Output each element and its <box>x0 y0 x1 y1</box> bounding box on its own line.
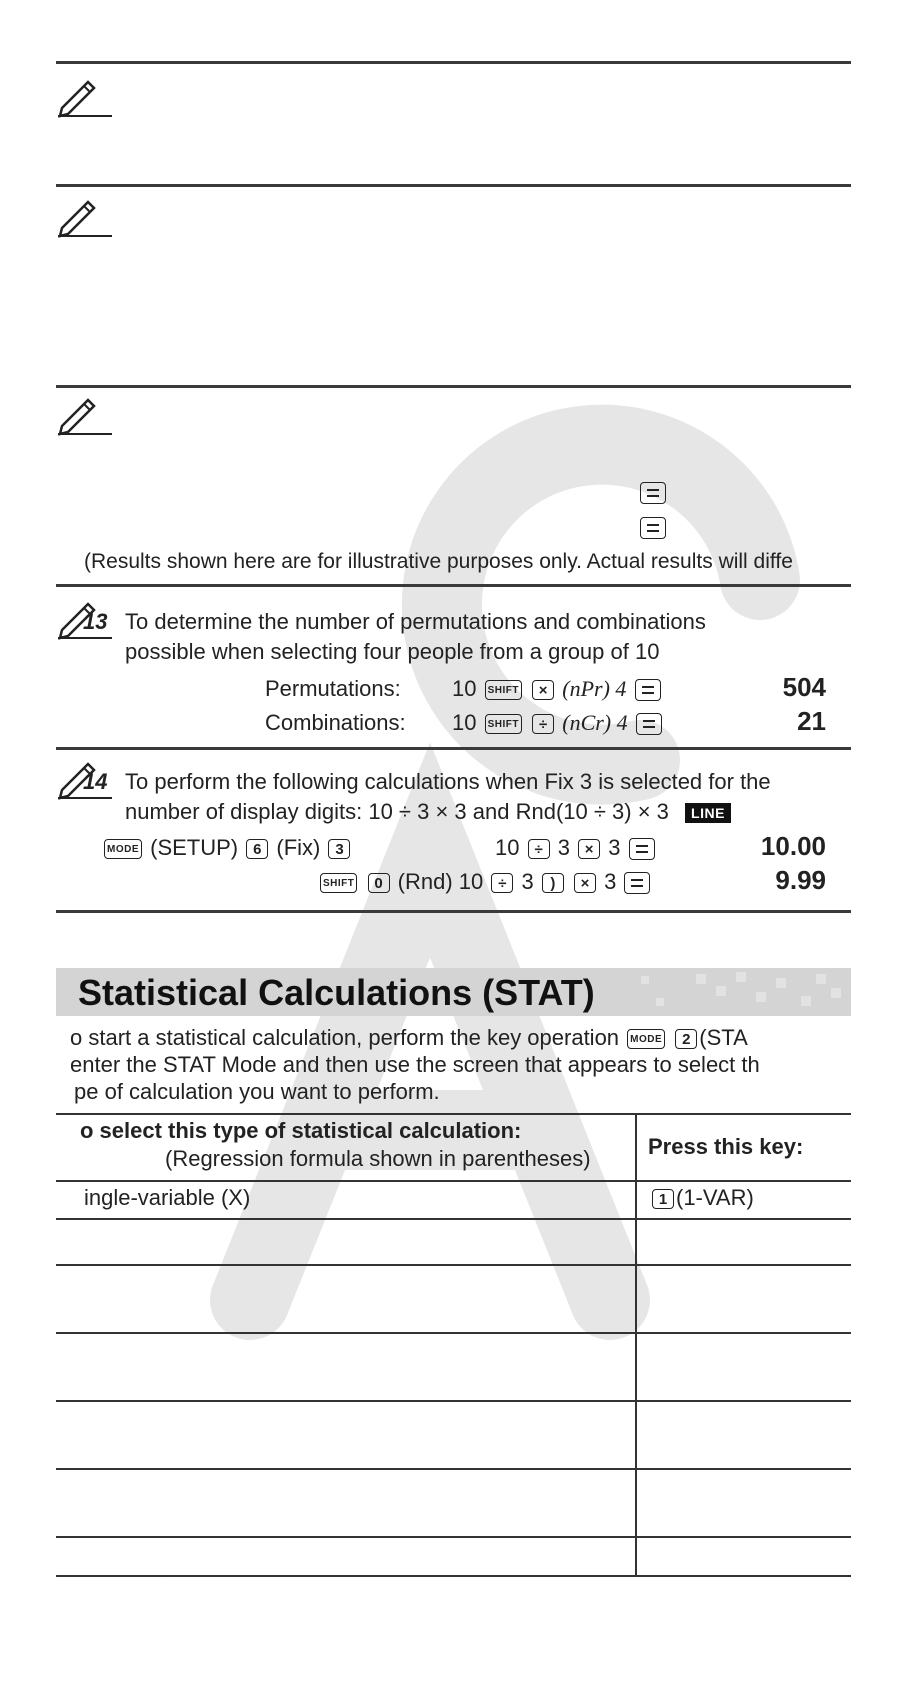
table-border <box>56 1468 851 1470</box>
zero-key-icon: 0 <box>368 873 390 893</box>
key-seq-text: 3 <box>521 869 534 894</box>
table-border <box>56 1264 851 1266</box>
shift-key-icon: SHIFT <box>320 873 357 893</box>
table-header-col1-line1: o select this type of statistical calculation: <box>80 1118 522 1143</box>
intro-text: (STA <box>699 1025 748 1050</box>
fix-text: (Fix) <box>276 835 321 860</box>
equals-key-icon <box>624 872 650 894</box>
combinations-keys <box>452 709 664 737</box>
intro-line2: enter the STAT Mode and then use the screen that appears to select th <box>70 1052 760 1077</box>
table-border <box>56 1400 851 1402</box>
divide-key-icon: ÷ <box>491 873 513 893</box>
rparen-key-icon: ) <box>542 873 564 893</box>
equals-key-icon <box>635 679 661 701</box>
key-seq-text: (nCr) 4 <box>562 710 628 735</box>
intro-line1 <box>70 1024 748 1052</box>
permutations-result: 504 <box>782 672 826 702</box>
intro-line3: pe of calculation you want to perform. <box>74 1079 440 1104</box>
example-text-line2 <box>125 798 731 826</box>
divider <box>56 910 851 913</box>
divider <box>56 747 851 750</box>
times-key-icon: × <box>532 680 554 700</box>
table-header-col2: Press this key: <box>648 1134 804 1159</box>
key-seq-text: (nPr) 4 <box>562 676 627 701</box>
example-number: 14 <box>83 769 108 794</box>
setup-text: (SETUP) <box>150 835 239 860</box>
mode-key-icon: MODE <box>104 839 142 859</box>
table-border <box>56 1536 851 1538</box>
illustrative-note: (Results shown here are for illustrative purposes only. Actual results will diffe <box>84 550 793 573</box>
shift-key-icon: SHIFT <box>485 680 522 700</box>
equals-key-icon <box>629 838 655 860</box>
combinations-label: Combinations: <box>265 710 406 735</box>
table-border <box>56 1332 851 1334</box>
equals-key-icon <box>640 517 666 539</box>
equals-key-icon <box>640 482 666 504</box>
six-key-icon: 6 <box>246 839 268 859</box>
example-text-line1: To perform the following calculations when Fix 3 is selected for the <box>125 769 771 794</box>
divider <box>56 584 851 587</box>
mode-key-icon: MODE <box>627 1029 665 1049</box>
key-seq-text: (Rnd) 10 <box>397 869 484 894</box>
table-row1-col1: ingle-variable (X) <box>84 1185 251 1210</box>
key-label: (1-VAR) <box>676 1185 754 1210</box>
three-key-icon: 3 <box>328 839 350 859</box>
setup-keys <box>102 834 352 862</box>
table-border <box>56 1575 851 1577</box>
times-key-icon: × <box>574 873 596 893</box>
line-mode-badge: LINE <box>685 803 731 823</box>
permutations-keys <box>452 675 663 703</box>
watermark-text: CASIO <box>160 1580 164 1581</box>
example-number: 13 <box>83 609 108 634</box>
key-seq-text: 10 <box>452 676 477 701</box>
times-key-icon: × <box>578 839 600 859</box>
pencil-icon <box>56 396 116 436</box>
key-seq-text: 3 <box>604 869 617 894</box>
divider <box>56 61 851 64</box>
row2-result: 9.99 <box>775 865 826 895</box>
calc-row2-keys <box>318 868 652 896</box>
example-text-line2-content: number of display digits: 10 ÷ 3 × 3 and Rnd(10 ÷ 3) × 3 <box>125 799 669 824</box>
key-seq-text: 3 <box>557 835 570 860</box>
key-seq-text: 10 <box>452 710 477 735</box>
calc-row1-keys <box>495 834 657 862</box>
divide-key-icon: ÷ <box>528 839 550 859</box>
divide-key-icon: ÷ <box>532 714 554 734</box>
table-column-divider <box>635 1113 637 1577</box>
shift-key-icon: SHIFT <box>485 714 522 734</box>
intro-text: o start a statistical calculation, perform the key operation <box>70 1025 620 1050</box>
divider <box>56 385 851 388</box>
key-seq-text: 3 <box>608 835 621 860</box>
one-key-icon: 1 <box>652 1189 674 1209</box>
section-title: Statistical Calculations (STAT) <box>78 972 595 1013</box>
table-border <box>56 1218 851 1220</box>
table-row1-col2 <box>650 1184 754 1212</box>
example-text-line2: possible when selecting four people from a group of 10 <box>125 639 660 664</box>
key-seq-text: 10 <box>495 835 520 860</box>
pencil-icon <box>56 78 116 118</box>
equals-key-icon <box>636 713 662 735</box>
section-banner <box>56 968 851 1016</box>
pencil-icon <box>56 198 116 238</box>
combinations-result: 21 <box>797 706 826 736</box>
divider <box>56 184 851 187</box>
two-key-icon: 2 <box>675 1029 697 1049</box>
example-text-line1: To determine the number of permutations and combinations <box>125 609 706 634</box>
row1-result: 10.00 <box>760 831 826 861</box>
permutations-label: Permutations: <box>265 676 401 701</box>
table-border <box>56 1180 851 1182</box>
table-header-col1-line2: (Regression formula shown in parentheses) <box>165 1146 591 1171</box>
table-border <box>56 1113 851 1115</box>
